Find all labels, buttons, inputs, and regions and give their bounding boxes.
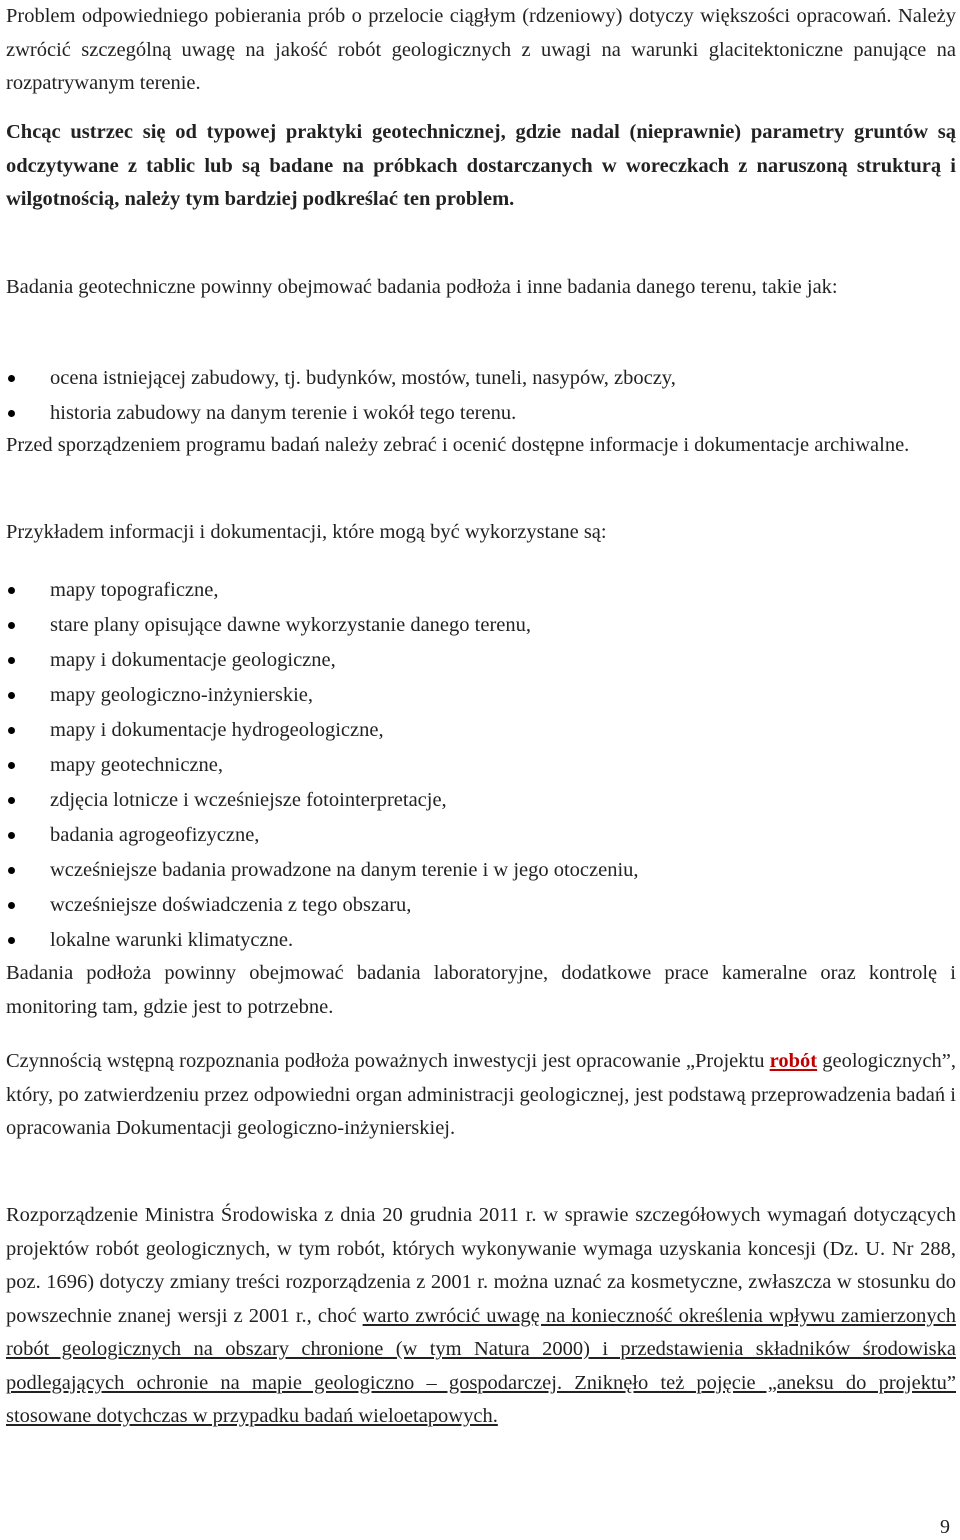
list-item: mapy geologiczno-inżynierskie, — [6, 678, 956, 713]
bullet-icon — [8, 375, 15, 382]
list-item: ocena istniejącej zabudowy, tj. budynków, mostów, tuneli, nasypów, zboczy, — [6, 361, 956, 396]
list-dokumentacje — [6, 573, 956, 958]
bullet-icon — [8, 410, 15, 417]
paragraph-intro: Problem odpowiedniego pobierania prób o przelocie ciągłym (rdzeniowy) dotyczy większości opracowań. Należy zwrócić szczególną uwagę na jakość robót geologicznych z uwagi na warunki glacitektoniczne panujące na rozpatrywanym terenie. — [6, 5, 956, 94]
list-item: mapy i dokumentacje geologiczne, — [6, 643, 956, 678]
paragraph-przed: Przed sporządzeniem programu badań należy zebrać i ocenić dostępne informacje i dokumentacje archiwalne. — [6, 434, 910, 456]
list-item: mapy geotechniczne, — [6, 748, 956, 783]
list-item: lokalne warunki klimatyczne. — [6, 923, 956, 958]
bullet-icon — [8, 762, 15, 769]
bullet-icon — [8, 587, 15, 594]
list-badania — [6, 361, 956, 431]
bullet-icon — [8, 902, 15, 909]
list-item: wcześniejsze badania prowadzone na danym terenie i w jego otoczeniu, — [6, 853, 956, 888]
list-item: zdjęcia lotnicze i wcześniejsze fotointerpretacje, — [6, 783, 956, 818]
paragraph-badania-podloza: Badania podłoża powinny obejmować badania laboratoryjne, dodatkowe prace kameralne oraz kontrolę i monitoring tam, gdzie jest to potrzebne. — [6, 962, 956, 1018]
bullet-icon — [8, 657, 15, 664]
paragraph-przykladem: Przykładem informacji i dokumentacji, które mogą być wykorzystane są: — [6, 521, 607, 543]
paragraph-badania: Badania geotechniczne powinny obejmować badania podłoża i inne badania danego terenu, takie jak: — [6, 276, 838, 298]
bullet-icon — [8, 937, 15, 944]
list-item: badania agrogeofizyczne, — [6, 818, 956, 853]
list-item: mapy topograficzne, — [6, 573, 956, 608]
bullet-icon — [8, 797, 15, 804]
list-item: historia zabudowy na danym terenie i wokół tego terenu. — [6, 396, 956, 431]
paragraph-czynnosc: Czynnością wstępną rozpoznania podłoża poważnych inwestycji jest opracowanie „Projektu robót geologicznych”, który, po zatwierdzeniu przez odpowiedni organ administracji geologicznej, jest podstawą przeprowadzenia badań i opracowania Dokumentacji geologiczno-inżynierskiej. — [6, 1050, 957, 1139]
bullet-icon — [8, 622, 15, 629]
paragraph-emphasis: Chcąc ustrzec się od typowej praktyki geotechnicznej, gdzie nadal (nieprawnie) parametry gruntów są odczytywane z tablic lub są badane na próbkach dostarczanych w woreczkach z naruszoną strukturą i wilgotnością, należy tym bardziej podkreślać ten problem. — [6, 121, 956, 210]
list-item: wcześniejsze doświadczenia z tego obszaru, — [6, 888, 956, 923]
underlined-text: warto zwrócić uwagę na konieczność określenia wpływu zamierzonych robót geologicznych na obszary chronione (w tym Natura 2000) i przedstawienia składników środowiska podlegających ochronie na mapie geologiczno – gospodarczej. Zniknęło też pojęcie „aneksu do projektu” stosowane dotychczas w przypadku badań wieloetapowych. — [6, 1304, 956, 1427]
list-item: mapy i dokumentacje hydrogeologiczne, — [6, 713, 956, 748]
paragraph-rozporzadzenie: Rozporządzenie Ministra Środowiska z dnia 20 grudnia 2011 r. w sprawie szczegółowych wymagań dotyczących projektów robót geologicznych, w tym robót, których wykonywanie wymaga uzyskania koncesji (Dz. U. Nr 288, poz. 1696) dotyczy zmiany treści rozporządzenia z 2001 r. można uznać za kosmetyczne, zwłaszcza w stosunku do powszechnie znanej wersji z 2001 r., choć warto zwrócić uwagę na konieczność określenia wpływu zamierzonych robót geologicznych na obszary chronione (w tym Natura 2000) i przedstawienia składników środowiska podlegających ochronie na mapie geologiczno – gospodarczej. Zniknęło też pojęcie „aneksu do projektu” stosowane dotychczas w przypadku badań wieloetapowych. — [6, 1204, 956, 1427]
list-item: stare plany opisujące dawne wykorzystanie danego terenu, — [6, 608, 956, 643]
link-robot[interactable]: robót — [769, 1050, 818, 1072]
bullet-icon — [8, 727, 15, 734]
bullet-icon — [8, 867, 15, 874]
bullet-icon — [8, 832, 15, 839]
bullet-icon — [8, 692, 15, 699]
page-number: 9 — [940, 1516, 950, 1538]
